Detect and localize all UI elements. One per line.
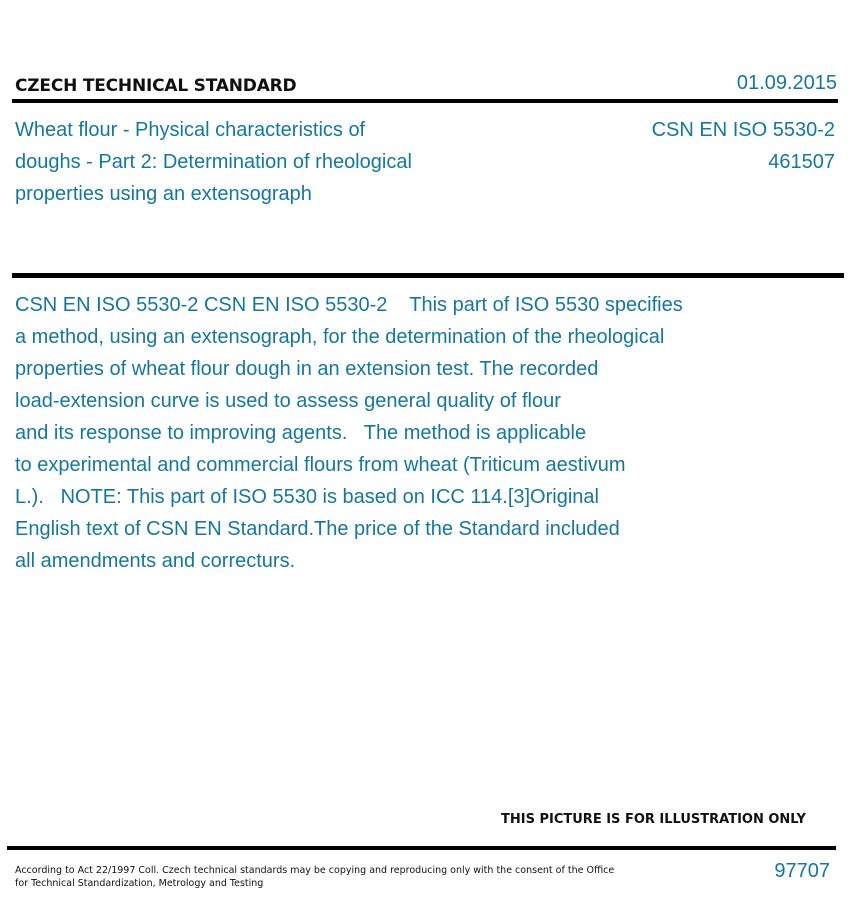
abstract-line: to experimental and commercial flours from wheat (Triticum aestivum [15, 454, 626, 476]
middle-divider [12, 273, 844, 278]
bottom-divider [7, 846, 836, 850]
legal-notice-line: According to Act 22/1997 Coll. Czech technical standards may be copying and reproducing only with the consent of the Office [15, 865, 615, 876]
standard-code: CSN EN ISO 5530-2 [651, 119, 835, 141]
abstract-line: CSN EN ISO 5530-2 CSN EN ISO 5530-2 This part of ISO 5530 specifies [15, 294, 683, 316]
top-divider [12, 99, 838, 103]
document-number: 97707 [774, 860, 830, 882]
legal-notice-line: for Technical Standardization, Metrology and Testing [15, 878, 264, 889]
abstract-line: and its response to improving agents. The method is applicable [15, 422, 587, 444]
title-line: Wheat flour - Physical characteristics of [15, 119, 366, 141]
abstract-line: properties of wheat flour dough in an extension test. The recorded [15, 358, 599, 380]
standard-title [15, 114, 465, 210]
standard-identifiers [652, 114, 835, 178]
abstract-text [15, 289, 755, 577]
abstract-line: English text of CSN EN Standard.The price of the Standard included [15, 518, 620, 540]
title-line: properties using an extensograph [15, 183, 312, 205]
abstract-line: all amendments and correcturs. [15, 550, 296, 572]
issue-date: 01.09.2015 [736, 72, 837, 94]
legal-notice [15, 864, 615, 890]
classification-number: 461507 [768, 151, 835, 173]
abstract-line: L.). NOTE: This part of ISO 5530 is based on ICC 114.[3]Original [15, 486, 599, 508]
standard-type-label: CZECH TECHNICAL STANDARD [15, 76, 297, 96]
title-line: doughs - Part 2: Determination of rheological [15, 151, 412, 173]
illustration-disclaimer: THIS PICTURE IS FOR ILLUSTRATION ONLY [501, 812, 806, 827]
abstract-line: a method, using an extensograph, for the determination of the rheological [15, 326, 665, 348]
abstract-line: load-extension curve is used to assess general quality of flour [15, 390, 561, 412]
